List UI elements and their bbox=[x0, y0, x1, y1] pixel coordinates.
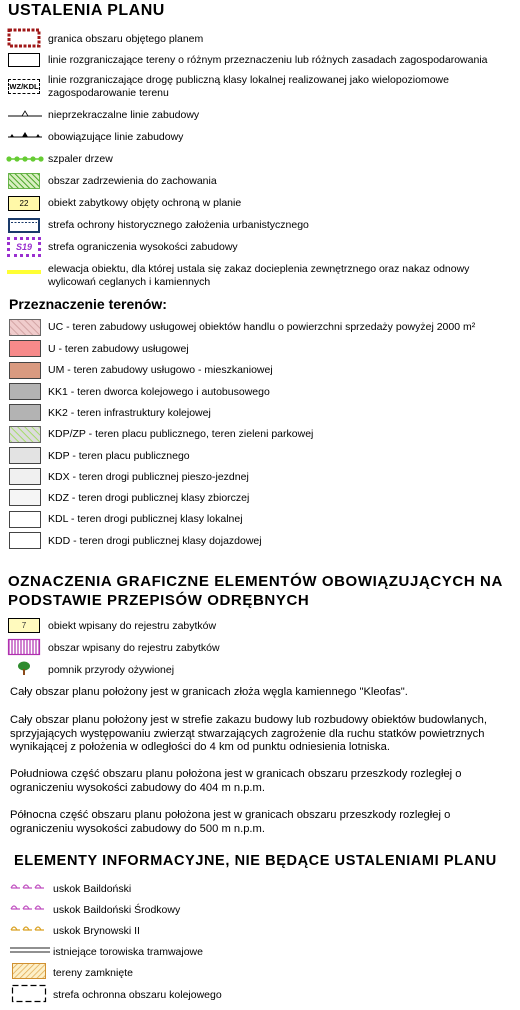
registered-area-icon bbox=[8, 639, 40, 655]
tram-tracks-icon bbox=[10, 945, 50, 955]
historic-zone-icon bbox=[8, 218, 40, 233]
note-airport-zone: Cały obszar planu położony jest w strefie zakazu budowy lub rozbudowy obiektów budowlanych, sprzyjających występowaniu zwierząt stwarzających zagrożenie dla ruchu statków powietrznych wynikającej z położenia w odległości do 4 km od punktu odniesienia lotniska. bbox=[10, 714, 487, 753]
legend-label-insuperable-building-line: nieprzekraczalne linie zabudowy bbox=[48, 109, 200, 121]
plan-boundary-icon bbox=[8, 29, 40, 47]
legend-label-mandatory-building-line: obowiązujące linie zabudowy bbox=[48, 131, 184, 143]
greenery-hatch-icon bbox=[8, 173, 40, 189]
tree-icon bbox=[15, 661, 33, 677]
tree-row-icon bbox=[6, 154, 44, 164]
registered-monument-icon: 7 bbox=[8, 618, 40, 633]
zone-label-uc: UC - teren zabudowy usługowej obiektów handlu o powierzchni sprzedaży powyżej 2000 m² bbox=[48, 321, 476, 333]
legend-label-local-road-boundary: linie rozgraniczające drogę publiczną klasy lokalnej realizowanej jako wielopoziomowe zagospodarowanie terenu bbox=[48, 74, 449, 99]
zone-label-kdd: KDD - teren drogi publicznej klasy dojazdowej bbox=[48, 535, 262, 547]
zone-swatch-kdd bbox=[9, 532, 41, 549]
legend-label-historic-zone: strefa ochrony historycznego założenia urbanistycznego bbox=[48, 219, 309, 231]
zone-label-kdp-zp: KDP/ZP - teren placu publicznego, teren zieleni parkowej bbox=[48, 428, 314, 440]
zone-label-kdp: KDP - teren placu publicznego bbox=[48, 450, 190, 462]
zone-label-kk1: KK1 - teren dworca kolejowego i autobusowego bbox=[48, 386, 270, 398]
section-title-ustalenia: USTALENIA PLANU bbox=[8, 2, 165, 19]
zone-swatch-kdp-zp bbox=[9, 426, 41, 443]
note-coal-deposit: Cały obszar planu położony jest w granicach złoża węgla kamiennego "Kleofas". bbox=[10, 686, 408, 698]
zone-swatch-uc bbox=[9, 319, 41, 336]
zone-label-u: U - teren zabudowy usługowej bbox=[48, 343, 189, 355]
baildon-middle-fault-icon bbox=[10, 901, 46, 913]
section-title-przeznaczenie: Przeznaczenie terenów: bbox=[9, 296, 167, 312]
legend-label-plan-boundary: granica obszaru objętego planem bbox=[48, 33, 204, 45]
legend-label-facade-line: elewacja obiektu, dla której ustala się zakaz docieplenia zewnętrznego oraz nakaz odnowy wylicowań ceglanych i kamiennych bbox=[48, 263, 470, 288]
zone-swatch-kdx bbox=[9, 468, 41, 485]
legend-label-land-use-boundary: linie rozgraniczające tereny o różnym przeznaczeniu lub różnych zasadach zagospodarowania bbox=[48, 54, 488, 66]
brynow-fault-icon bbox=[10, 922, 46, 934]
legend-label-rail-protection-zone: strefa ochronna obszaru kolejowego bbox=[53, 989, 222, 1001]
note-north-height-limit: Północna część obszaru planu położona jest w granicach obszaru przeszkody rozległej o ograniczeniu wysokości zabudowy do 500 m n.p.m. bbox=[10, 809, 451, 835]
zone-label-kk2: KK2 - teren infrastruktury kolejowej bbox=[48, 407, 211, 419]
local-road-boundary-icon: WZ/KDL bbox=[8, 79, 40, 94]
legend-label-heritage-building: obiekt zabytkowy objęty ochroną w planie bbox=[48, 197, 242, 209]
legend-label-height-limit-zone: strefa ograniczenia wysokości zabudowy bbox=[48, 241, 238, 253]
closed-area-icon bbox=[12, 963, 46, 979]
legend-label-greenery-hatch: obszar zadrzewienia do zachowania bbox=[48, 175, 217, 187]
zone-label-kdz: KDZ - teren drogi publicznej klasy zbiorczej bbox=[48, 492, 250, 504]
zone-swatch-kk2 bbox=[9, 404, 41, 421]
zone-swatch-u bbox=[9, 340, 41, 357]
note-south-height-limit: Południowa część obszaru planu położona jest w granicach obszaru przeszkody rozległej o ograniczeniu wysokości zabudowy do 404 m n.p.m. bbox=[10, 768, 462, 794]
zone-swatch-kdp bbox=[9, 447, 41, 464]
height-limit-zone-icon: S19 bbox=[7, 237, 41, 257]
zone-swatch-kdl bbox=[9, 511, 41, 528]
zone-label-um: UM - teren zabudowy usługowo - mieszkaniowej bbox=[48, 364, 273, 376]
heritage-building-icon: 22 bbox=[8, 196, 40, 211]
zone-swatch-kk1 bbox=[9, 383, 41, 400]
legend-label-brynow-fault: uskok Brynowski II bbox=[53, 925, 140, 937]
zone-swatch-um bbox=[9, 362, 41, 379]
legend-label-tram-tracks: istniejące torowiska tramwajowe bbox=[53, 946, 203, 958]
legend-label-baildon-fault: uskok Baildoński bbox=[53, 883, 132, 895]
section-title-oznaczenia: OZNACZENIA GRAFICZNE ELEMENTÓW OBOWIĄZUJĄCYCH NA PODSTAWIE PRZEPISÓW ODRĘBNYCH bbox=[8, 573, 503, 609]
legend-label-registered-monument: obiekt wpisany do rejestru zabytków bbox=[48, 620, 217, 632]
zone-swatch-kdz bbox=[9, 489, 41, 506]
legend-label-registered-area: obszar wpisany do rejestru zabytków bbox=[48, 642, 220, 654]
zone-label-kdx: KDX - teren drogi publicznej pieszo-jezdnej bbox=[48, 471, 249, 483]
legend-label-closed-area: tereny zamknięte bbox=[53, 967, 133, 979]
section-title-informacyjne: ELEMENTY INFORMACYJNE, NIE BĘDĄCE USTALENIAMI PLANU bbox=[14, 853, 497, 869]
legend-label-tree-row: szpaler drzew bbox=[48, 153, 113, 165]
legend-label-natural-monument: pomnik przyrody ożywionej bbox=[48, 664, 175, 676]
legend-label-baildon-middle-fault: uskok Baildoński Środkowy bbox=[53, 904, 181, 916]
zone-label-kdl: KDL - teren drogi publicznej klasy lokalnej bbox=[48, 513, 243, 525]
mandatory-building-line-icon bbox=[8, 129, 42, 139]
rail-protection-zone-icon bbox=[12, 985, 46, 1002]
insuperable-building-line-icon bbox=[8, 108, 42, 118]
land-use-boundary-icon bbox=[8, 53, 40, 67]
facade-line-icon bbox=[7, 270, 41, 274]
baildon-fault-icon bbox=[10, 880, 46, 892]
